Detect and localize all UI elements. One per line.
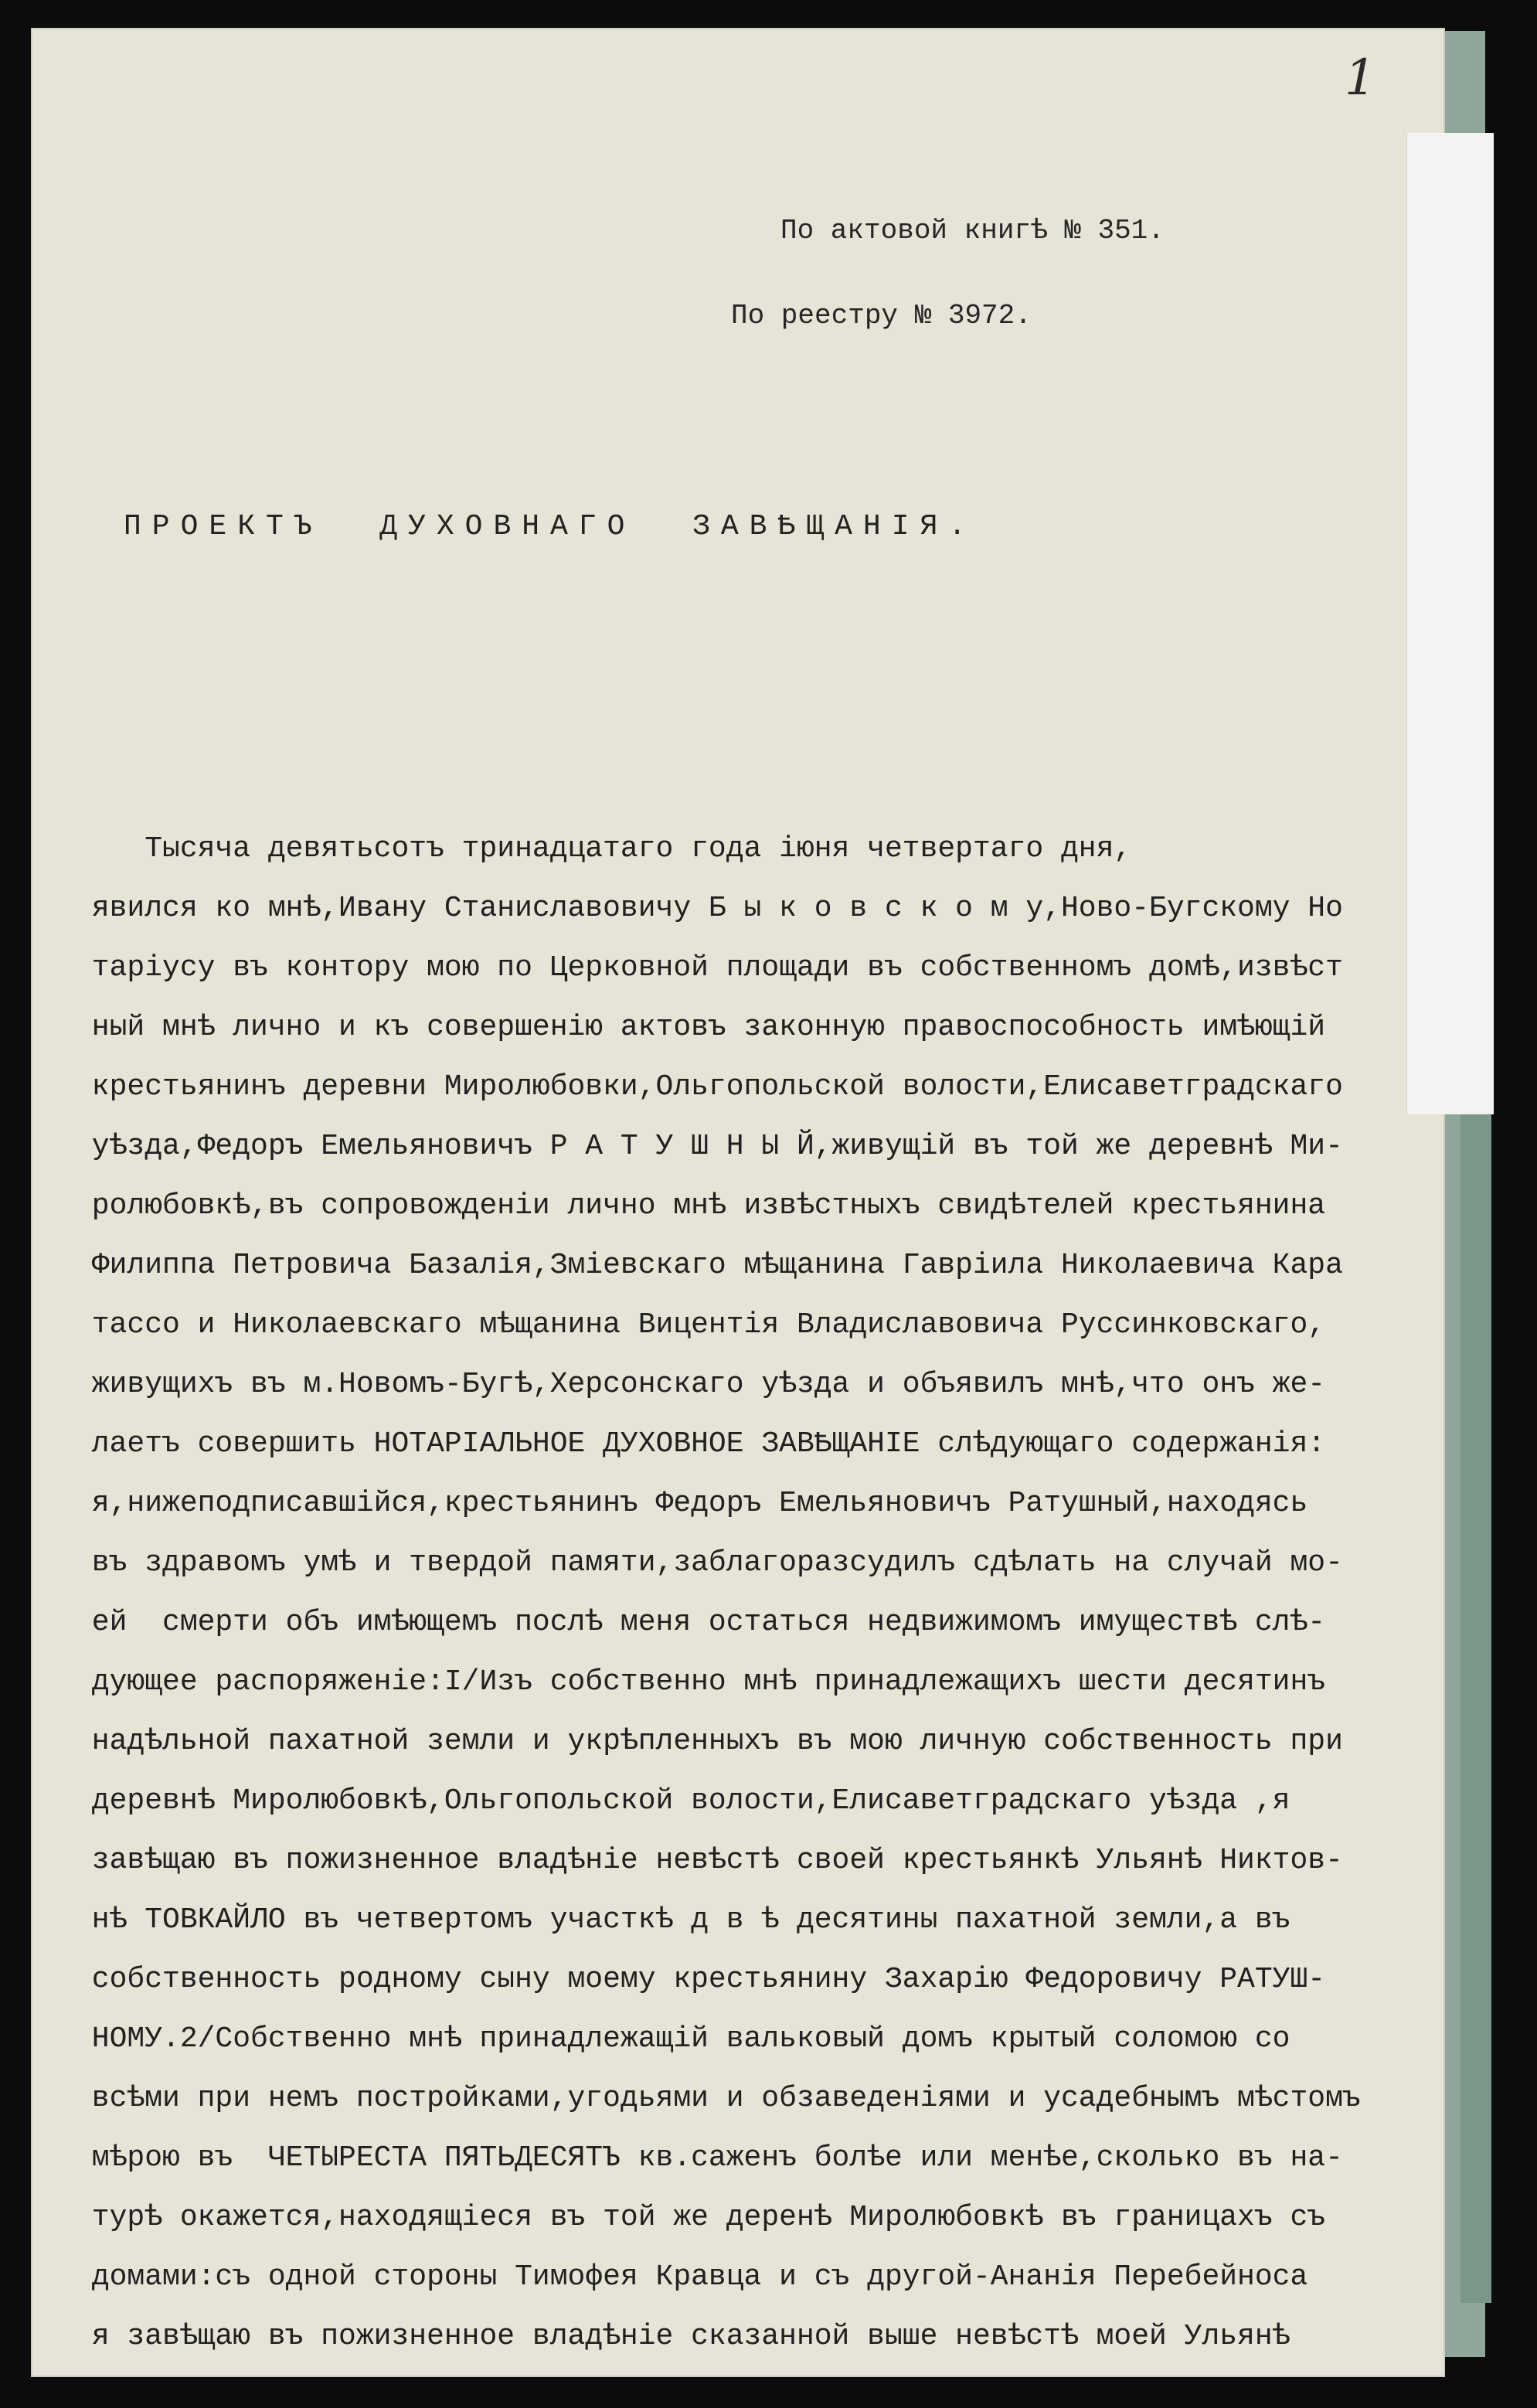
body-text-line: уѣзда,Федоръ Емельяновичъ Р А Т У Ш Н Ы Й,живущій въ той же деревнѣ Ми- xyxy=(74,1130,1343,1163)
body-text-line: всѣми при немъ постройками,угодьями и обзаведеніями и усадебнымъ мѣстомъ xyxy=(74,2082,1361,2115)
body-text-line: Филиппа Петровича Базалія,Зміевскаго мѣщанина Гавріила Николаевича Кара xyxy=(74,1249,1343,1282)
body-text-line: турѣ окажется,находящіеся въ той же деренѣ Миролюбовкѣ въ границахъ съ xyxy=(74,2201,1326,2234)
body-text-line: НОМУ.2/Собственно мнѣ принадлежащій вальковый домъ крытый соломою со xyxy=(74,2022,1290,2056)
paper-tab xyxy=(1406,133,1494,1114)
backing-sheet-shadow xyxy=(1460,1097,1491,2303)
body-text-line: лаетъ совершить НОТАРІАЛЬНОЕ ДУХОВНОЕ ЗАВѢЩАНІЕ слѣдующаго содержанія: xyxy=(74,1427,1326,1461)
body-text-line: собственность родному сыну моему крестьянину Захарію Федоровичу РАТУШ- xyxy=(74,1963,1326,1996)
body-text-line: Тысяча девятьсотъ тринадцатаго года іюня четвертаго дня, xyxy=(74,832,1132,866)
body-text-line: ный мнѣ лично и къ совершенію актовъ законную правоспособность имѣющій xyxy=(74,1011,1326,1044)
body-text-line: ей смерти объ имѣющемъ послѣ меня остаться недвижимомъ имуществѣ слѣ- xyxy=(74,1606,1326,1639)
body-text-line: ролюбовкѣ,въ сопровожденіи лично мнѣ извѣстныхъ свидѣтелей крестьянина xyxy=(74,1189,1326,1223)
body-text-line: нѣ ТОВКАЙЛО въ четвертомъ участкѣ д в ѣ десятины пахатной земли,а въ xyxy=(74,1903,1290,1937)
page-number: 1 xyxy=(1345,49,1376,107)
document-body xyxy=(74,819,1419,2366)
body-text-line: мѣрою въ ЧЕТЫРЕСТА ПЯТЬДЕСЯТЪ кв.саженъ болѣе или менѣе,сколько въ на- xyxy=(74,2141,1343,2175)
body-text-line: дующее распоряженіе:I/Изъ собственно мнѣ принадлежащихъ шести десятинъ xyxy=(74,1665,1326,1699)
body-text-line: я завѣщаю въ пожизненное владѣніе сказанной выше невѣстѣ моей Ульянѣ xyxy=(74,2320,1290,2353)
body-text-line: деревнѣ Миролюбовкѣ,Ольгопольской волости,Елисаветградскаго уѣзда ,я xyxy=(74,1784,1290,1818)
body-text-line: домами:съ одной стороны Тимофея Кравца и съ другой-Ананія Перебейноса xyxy=(74,2260,1308,2294)
body-text-line: явился ко мнѣ,Ивану Станиславовичу Б ы к о в с к о м у,Ново-Бугскому Но xyxy=(74,892,1343,925)
body-text-line: таріусу въ контору мою по Церковной площади въ собственномъ домѣ,извѣст xyxy=(74,951,1343,985)
act-book-number: По актовой книгѣ № 351. xyxy=(780,215,1165,247)
register-number: По реестру № 3972. xyxy=(731,300,1032,332)
body-text-line: я,нижеподписавшійся,крестьянинъ Федоръ Емельяновичъ Ратушный,находясь xyxy=(74,1487,1308,1520)
body-text-line: надѣльной пахатной земли и укрѣпленныхъ въ мою личную собственность при xyxy=(74,1725,1343,1758)
body-text-line: въ здравомъ умѣ и твердой памяти,заблагоразсудилъ сдѣлать на случай мо- xyxy=(74,1546,1343,1580)
body-text-line: завѣщаю въ пожизненное владѣніе невѣстѣ своей крестьянкѣ Ульянѣ Никтов- xyxy=(74,1844,1343,1877)
body-text-line: тассо и Николаевскаго мѣщанина Вицентія Владиславовича Руссинковскаго, xyxy=(74,1308,1326,1342)
body-text-line: крестьянинъ деревни Миролюбовки,Ольгопольской волости,Елисаветградскаго xyxy=(74,1070,1343,1104)
document-title: ПРОЕКТЪ ДУХОВНАГО ЗАВѢЩАНІЯ. xyxy=(124,510,978,543)
body-text-line: живущихъ въ м.Новомъ-Бугѣ,Херсонскаго уѣзда и объявилъ мнѣ,что онъ же- xyxy=(74,1368,1326,1401)
